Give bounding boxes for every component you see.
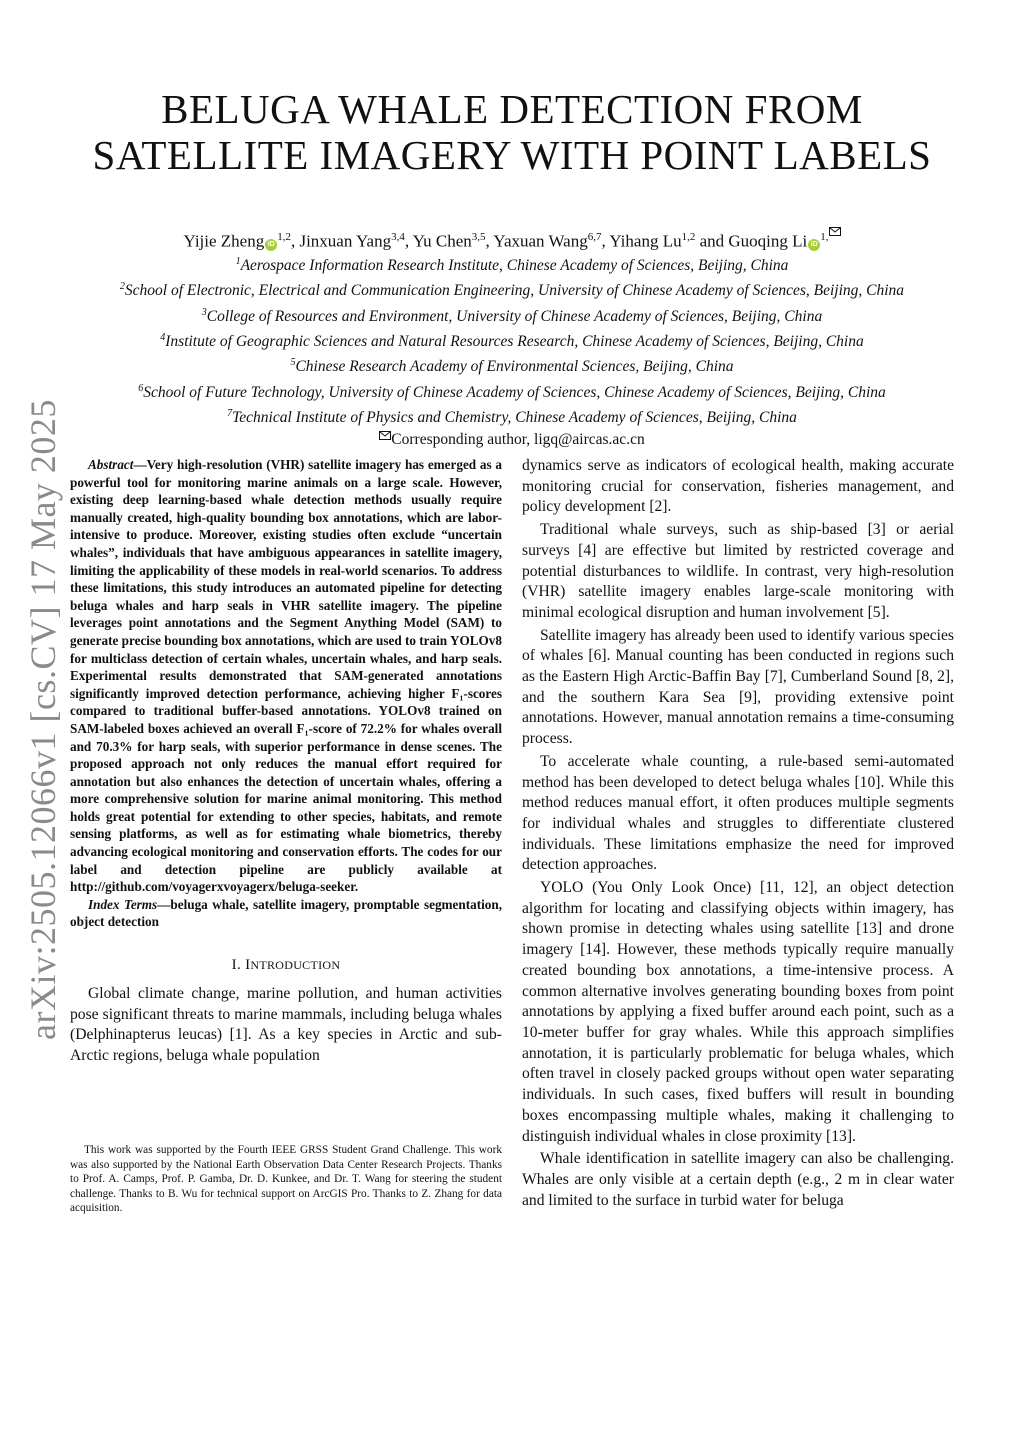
abstract-text: —Very high-resolution (VHR) satellite imagery has emerged as a powerful tool for monitoring marine animals on a large scale. However, existing deep learning-based whale detection methods usually require manually created, high-quality bounding box annotations, which are labor-intensive to produce. Moreover, existing studies often exclude “uncertain whales”, individuals that have ambiguous appearances in satellite imagery, limiting the applicability of these models in real-world scenarios. To address these limitations, this study introduces an automated pipeline for detecting beluga whales and harp seals in VHR satellite imagery. The pipeline leverages point annotations and the Segment Anything Model (SAM) to generate precise bounding box annotations, which are used to train YOLOv8 for multiclass detection of certain whales, uncertain whales, and harp seals. Experimental results demonstrated that SAM-generated annotations significantly improved detection performance, achieving higher F₁-scores compared to traditional buffer-based annotations. YOLOv8 trained on SAM-labeled boxes achieved an overall F₁-score of 72.2% for whales overall and 70.3% for harp seals, with superior performance in dense scenes. The proposed approach not only reduces the manual effort required for annotation but also enhances the detection of uncertain whales, offering a more comprehensive solution for marine animal monitoring. This method holds great potential for extending to other species, habitats, and remote sensing platforms, as well as for estimating whale biometrics, thereby advancing ecological monitoring and conservation efforts. The codes for our label and detection pipeline are publicly available at http://github.com/voyagerxvoyagerx/beluga-seeker.: [70, 457, 502, 895]
intro-paragraph: Global climate change, marine pollution, and human activities pose significant threats to marine mammals, including beluga whales (Delphinapterus leucas) [1]. As a key species in Arctic and sub-Arctic regions, beluga whale population: [70, 985, 502, 1065]
author-affil-sup: 6,7: [587, 231, 602, 243]
corresponding-author: Corresponding author, ligq@aircas.ac.cn: [30, 429, 994, 450]
author-name: Yihang Lu: [609, 231, 682, 251]
author-affil-sup: 1,: [820, 231, 840, 243]
envelope-icon: [379, 431, 391, 440]
author-affil-sup: 3,4: [391, 231, 405, 243]
abstract: [70, 456, 502, 896]
author-name: Yu Chen: [412, 231, 472, 251]
orcid-icon[interactable]: iD: [808, 239, 820, 251]
and-word: and: [699, 231, 725, 251]
title-line-1: BELUGA WHALE DETECTION FROM: [161, 86, 863, 132]
author-name: Guoqing Li: [728, 231, 808, 251]
arxiv-identifier: arXiv:2505.12066v1 [cs.CV] 17 May 2025: [23, 399, 63, 1040]
affiliation-line: $^7$Technical Institute of Physics and Chemistry, Chinese Academy of Sciences, Beijing, China: [227, 408, 797, 427]
body-paragraph: Satellite imagery has already been used to identify various species of whales [6]. Manual counting has been conducted in regions such as the Eastern High Arctic-Baffin Bay [7], Cumberland Sound [8, 2], and the southern Kara Sea [9], providing extensive point annotations. However, manual annotation remains a time-consuming process.: [522, 626, 954, 748]
left-column: [70, 456, 502, 1067]
affiliation-line: $^6$School of Future Technology, University of Chinese Academy of Sciences, Chinese Academy of Sciences, Beijing, China: [138, 382, 886, 401]
index-terms: [70, 896, 502, 931]
affiliations: [30, 251, 994, 450]
author-name: Yijie Zheng: [183, 231, 265, 251]
author-affil-sup: 3,5: [471, 231, 486, 243]
author-affil-sup: 1,2: [277, 231, 291, 243]
paper-title: [60, 86, 964, 178]
author-list: Yijie Zheng iD$^{1,2}$, Jinxuan Yang$^{3,4}$, Yu Chen$^{3,5}$, Yaxuan Wang$^{6,7}$, Yihang Lu$^{1,2}$ and Guoqing Li $iD^{1,}$: [40, 226, 984, 253]
body-paragraph: Traditional whale surveys, such as ship-based [3] or aerial surveys [4] are effective but limited by restricted coverage and potential disturbances to wildlife. In contrast, very high-resolution (VHR) satellite imagery enables large-scale monitoring with minimal ecological disruption and human involvement [5].: [522, 521, 954, 621]
affiliation-line: $^4$Institute of Geographic Sciences and Natural Resources Research, Chinese Academy of Sciences, Beijing, China: [160, 332, 864, 351]
right-column: [522, 456, 954, 1211]
funding-footnote: This work was supported by the Fourth IEEE GRSS Student Grand Challenge. This work was also supported by the National Earth Observation Data Center Research Projects. Thanks to Prof. A. Camps, Prof. P. Gamba, Dr. D. Kunkee, and Dr. T. Wang for steering the student challenge. Thanks to B. Wu for technical support on ArcGIS Pro. Thanks to Z. Zhang for data acquisition.: [70, 1144, 502, 1215]
abstract-label: Abstract: [88, 457, 134, 472]
orcid-icon[interactable]: iD: [265, 239, 277, 251]
body-paragraph: Whale identification in satellite imagery can also be challenging. Whales are only visible at a certain depth (e.g., 2 m in clear water and limited to the surface in turbid water for beluga: [522, 1150, 954, 1209]
author-affil-sup: 1,2: [681, 231, 696, 243]
title-line-2: SATELLITE IMAGERY WITH POINT LABELS: [92, 132, 932, 178]
affiliation-line: $^1$Aerospace Information Research Institute, Chinese Academy of Sciences, Beijing, China: [235, 256, 789, 275]
section-heading-introduction: I. INTRODUCTION: [231, 957, 341, 974]
author-name: Yaxuan Wang: [493, 231, 588, 251]
body-paragraph: YOLO (You Only Look Once) [11, 12], an object detection algorithm for locating and classifying objects within imagery, has shown promise in detecting whales using satellite [13] and drone imagery [14]. However, these methods typically require manually created bounding box annotations, a time-intensive process. A common alternative involves generating bounding boxes from point annotations by applying a fixed buffer around each point, such as a 10-meter buffer for gray whales. While this approach simplifies annotation, it is particularly problematic for beluga whales, which often travel in closely packed groups without open water separating individuals. In such cases, fixed buffers will result in bounding boxes encompassing multiple whales, making it challenging to distinguish individual whales in close proximity [13].: [522, 879, 954, 1145]
body-paragraph: To accelerate whale counting, a rule-based semi-automated method has been developed to detect beluga whales [10]. While this method reduces manual effort, it often produces multiple segments for individual whales and struggles to differentiate clustered individuals. These limitations emphasize the need for improved detection approaches.: [522, 752, 954, 874]
envelope-icon: [829, 227, 841, 236]
affiliation-line: $^5$Chinese Research Academy of Environmental Sciences, Beijing, China: [290, 357, 734, 376]
index-terms-label: Index Terms: [88, 896, 158, 912]
affiliation-line: $^2$School of Electronic, Electrical and Communication Engineering, University of Chinese Academy of Sciences, Beijing, China: [119, 281, 905, 300]
index-terms-text: —beluga whale, satellite imagery, promptable segmentation, object detection: [70, 896, 502, 930]
body-paragraph: dynamics serve as indicators of ecological health, making accurate monitoring crucial for conservation, fisheries management, and policy development [2].: [522, 457, 954, 516]
author-name: Jinxuan Yang: [299, 231, 392, 251]
affiliation-line: $^3$College of Resources and Environment, University of Chinese Academy of Sciences, Beijing, China: [201, 306, 823, 325]
